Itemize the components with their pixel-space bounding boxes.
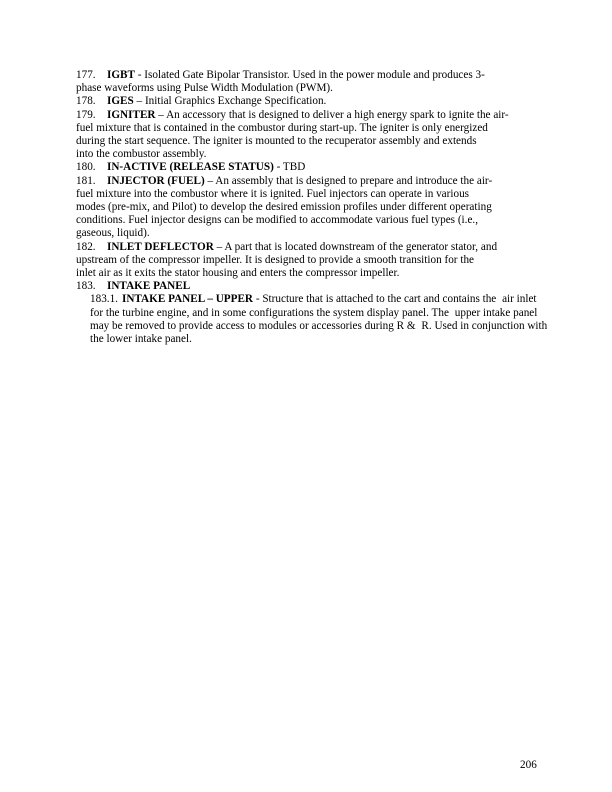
subentry-line: air inlet for the turbine engine, and in some configurations the system display panel. The [90, 293, 537, 319]
subentry-line: R. Used in conjunction with the lower intake panel. [90, 319, 548, 346]
entry-term: IGES [107, 95, 134, 108]
entry-term: INTAKE PANEL [107, 280, 191, 293]
entry-first-line [76, 280, 550, 293]
entry-line: phase waveforms using Pulse Width Modulation (PWM). [76, 82, 333, 95]
entry-line: during the start sequence. The igniter is mounted to the recuperator assembly and extends [76, 135, 477, 148]
subentry-number: 183.1. [90, 293, 118, 306]
entry-number: 181. [76, 174, 96, 187]
glossary-entry-180 [76, 161, 550, 174]
entry-definition: - TBD [273, 161, 306, 174]
entry-first-line [76, 109, 550, 122]
entry-term: INLET DEFLECTOR [107, 240, 214, 253]
entry-number: 180. [76, 161, 96, 174]
entry-line: conditions. Fuel injector designs can be modified to accommodate various fuel types (i.e., [76, 214, 479, 227]
glossary-entry-182 [76, 241, 550, 281]
glossary-subentry-183-1 [76, 293, 550, 346]
entry-line: inlet air as it exits the stator housing and enters the compressor impeller. [76, 267, 400, 280]
entry-number: 179. [76, 108, 96, 121]
glossary-entry-181 [76, 175, 550, 241]
entry-term: INJECTOR (FUEL) [107, 174, 205, 187]
entry-first-line [76, 241, 550, 254]
entry-definition: – Initial Graphics Exchange Specification. [133, 95, 327, 108]
glossary-entry-177 [76, 69, 550, 95]
page-number: 206 [520, 759, 537, 771]
entry-term: IGBT [107, 69, 135, 81]
entry-definition: - Isolated Gate Bipolar Transistor. Used in the power module and produces 3- [134, 69, 485, 81]
entry-term: IGNITER [107, 108, 156, 121]
entry-definition: – An accessory that is designed to deliver a high energy spark to ignite the air- [155, 108, 509, 121]
entry-line: fuel mixture that is contained in the combustor during start-up. The igniter is only energized [76, 121, 488, 134]
entry-line: fuel mixture into the combustor where it is ignited. Fuel injectors can operate in various [76, 187, 470, 200]
entry-number: 183. [76, 280, 96, 293]
glossary-body [76, 69, 550, 346]
entry-first-line [76, 95, 550, 108]
subentry-term: INTAKE PANEL – UPPER [121, 293, 254, 306]
entry-first-line [76, 175, 550, 188]
entry-number: 178. [76, 95, 96, 108]
entry-number: 182. [76, 240, 96, 253]
entry-definition: – A part that is located downstream of the generator stator, and [213, 240, 498, 253]
entry-line: gaseous, liquid). [76, 227, 150, 240]
entry-line: upstream of the compressor impeller. It is designed to provide a smooth transition for the [76, 253, 475, 266]
glossary-entry-179 [76, 109, 550, 162]
glossary-entry-183 [76, 280, 550, 293]
entry-definition: – An assembly that is designed to prepare and introduce the air- [204, 174, 493, 187]
entry-first-line [76, 161, 550, 174]
subentry-line: upper intake panel may be removed to provide access to modules or accessories during R & [90, 306, 538, 332]
subentry-first-line [90, 293, 496, 305]
entry-first-line [76, 69, 550, 82]
entry-line: modes (pre-mix, and Pilot) to develop the desired emission profiles under different operating [76, 201, 492, 214]
entry-line: into the combustor assembly. [76, 148, 207, 161]
entry-term: IN-ACTIVE (RELEASE STATUS) [107, 161, 274, 174]
subentry-definition: - Structure that is attached to the cart and contains the [253, 293, 497, 306]
glossary-entry-178 [76, 95, 550, 108]
entry-number: 177. [76, 69, 96, 81]
